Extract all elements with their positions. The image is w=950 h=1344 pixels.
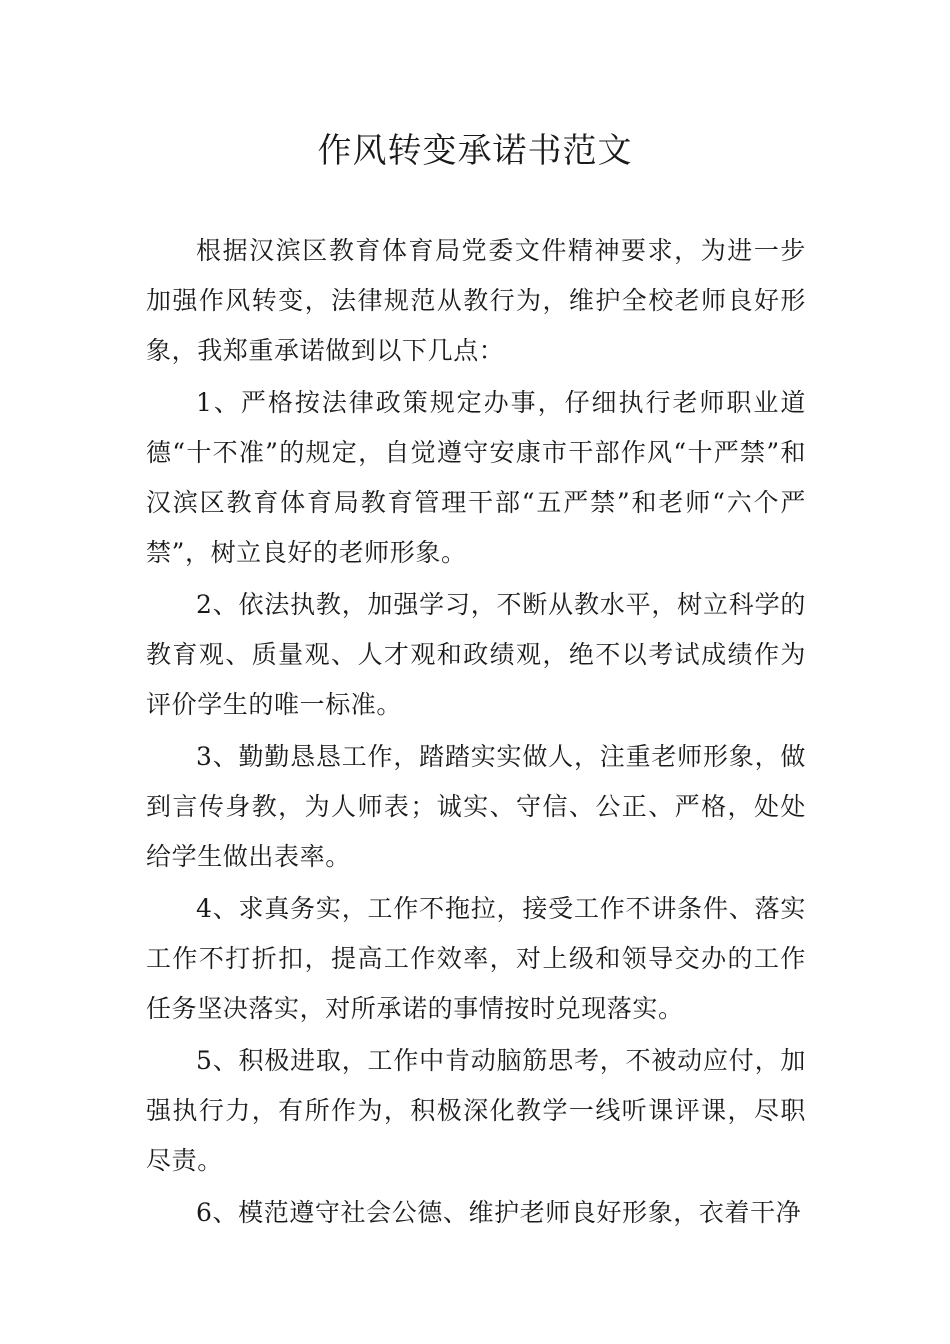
paragraph-item-3: 3、勤勤恳恳工作，踏踏实实做人，注重老师形象，做到言传身教，为人师表；诚实、守信、公正、严格，处处给学生做出表率。 <box>146 742 806 871</box>
document-title: 作风转变承诺书范文 <box>317 131 633 171</box>
paragraph-item-6: 6、模范遵守社会公德、维护老师良好形象，衣着干净 <box>196 1198 802 1227</box>
paragraph-item-5: 5、积极进取，工作中肯动脑筋思考，不被动应付，加强执行力，有所作为，积极深化教学一线听课评课，尽职尽责。 <box>146 1046 806 1175</box>
paragraph-item-1: 1、严格按法律政策规定办事，仔细执行老师职业道德“十不准”的规定，自觉遵守安康市干部作风“十严禁”和汉滨区教育体育局教育管理干部“五严禁”和老师“六个严禁”，树立良好的老师形象。 <box>146 388 806 567</box>
paragraph-item-2: 2、依法执教，加强学习，不断从教水平，树立科学的教育观、质量观、人才观和政绩观，绝不以考试成绩作为评价学生的唯一标准。 <box>146 590 806 719</box>
document-body <box>146 226 806 1240</box>
paragraph-item-4: 4、求真务实，工作不拖拉，接受工作不讲条件、落实工作不打折扣，提高工作效率，对上级和领导交办的工作任务坚决落实，对所承诺的事情按时兑现落实。 <box>146 894 806 1023</box>
paragraph-intro: 根据汉滨区教育体育局党委文件精神要求，为进一步加强作风转变，法律规范从教行为，维护全校老师良好形象，我郑重承诺做到以下几点： <box>146 236 806 365</box>
